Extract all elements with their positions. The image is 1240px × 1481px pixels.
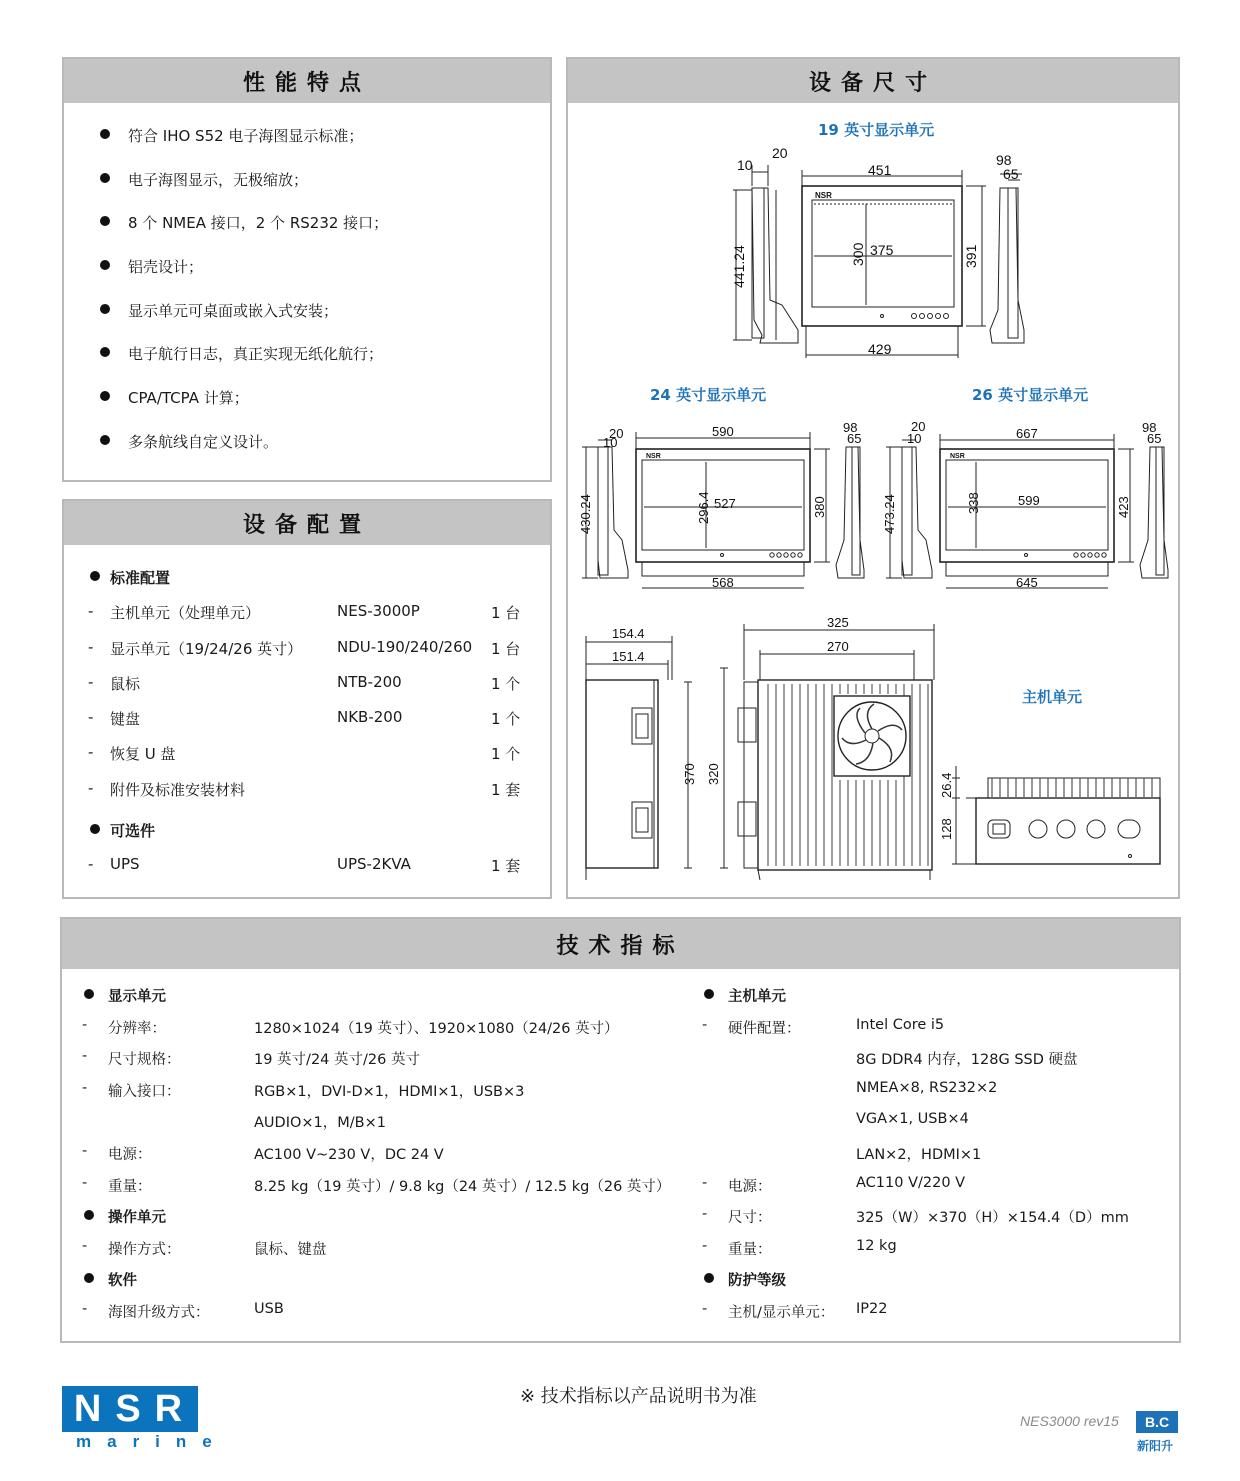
- spec-row: - 输入接口： RGB×1，DVI-D×1，HDMI×1，USB×3: [82, 1079, 525, 1100]
- dim-24-9: 380: [812, 496, 827, 518]
- logo-bottom: marine: [76, 1432, 228, 1451]
- specs-right-column: [702, 985, 1172, 1333]
- label-19in: 19 英寸显示单元: [818, 121, 935, 139]
- spec-row: - 主机/显示单元： IP22: [702, 1300, 888, 1321]
- dim-host-4: 270: [827, 639, 849, 654]
- specs-left-column: [82, 985, 682, 1333]
- features-title: 性能特点: [64, 59, 550, 103]
- spec-section: 主机单元: [702, 985, 1172, 1017]
- feature-item: 电子航行日志，真正实现无纸化航行；: [100, 343, 550, 387]
- feature-item: 电子海图显示，无极缩放；: [100, 169, 550, 213]
- company-name: 新阳升: [1137, 1439, 1174, 1453]
- spec-row: AUDIO×1，M/B×1: [254, 1115, 386, 1132]
- dim-host-1: 154.4: [612, 626, 645, 641]
- nsr-marine-logo: [62, 1386, 228, 1452]
- bullet-icon: [84, 1210, 94, 1220]
- dim-19-5: 65: [1003, 166, 1019, 182]
- dim-24-2: 10: [603, 435, 618, 450]
- dim-26-4: 98: [1142, 420, 1157, 435]
- label-24in: 24 英寸显示单元: [650, 386, 767, 404]
- specs-panel: [60, 917, 1181, 1343]
- feature-item: 铝壳设计；: [100, 256, 550, 300]
- spec-row: - 硬件配置： Intel Core i5: [702, 1016, 945, 1037]
- dim-26-8: 599: [1018, 493, 1040, 508]
- label-26in: 26 英寸显示单元: [972, 386, 1089, 404]
- bullet-icon: [84, 989, 94, 999]
- bc-badge: B.C: [1136, 1411, 1178, 1433]
- dim-host-5: 370: [682, 763, 697, 785]
- spec-row: - 操作方式： 鼠标、键盘: [82, 1237, 327, 1258]
- dim-19-1: 10: [737, 157, 753, 173]
- dim-26-6: 473.24: [882, 494, 897, 534]
- feature-item: 多条航线自定义设计。: [100, 431, 550, 475]
- dim-24-5: 65: [847, 431, 862, 446]
- footer-note: ※ 技术指标以产品说明书为准: [520, 1386, 757, 1407]
- dim-host-8: 128: [939, 818, 954, 840]
- dim-19-10: 429: [868, 341, 892, 357]
- spec-row: - 电源： AC110 V/220 V: [702, 1174, 966, 1195]
- dim-24-3: 590: [712, 424, 734, 439]
- dim-host-2: 151.4: [612, 649, 645, 664]
- logo-top: NSR: [62, 1386, 198, 1432]
- spec-section: 操作单元: [82, 1206, 682, 1238]
- drawing-host: [586, 624, 1160, 880]
- brand-24: NSR: [646, 453, 661, 460]
- dim-24-10: 568: [712, 575, 734, 590]
- spec-row: VGA×1, USB×4: [856, 1111, 969, 1128]
- config-row: - UPS UPS-2KVA 1 套: [88, 855, 521, 876]
- spec-row: - 分辨率： 1280×1024（19 英寸）、1920×1080（24/26 英寸）: [82, 1016, 619, 1037]
- feature-item: 显示单元可桌面或嵌入式安装；: [100, 300, 550, 344]
- dim-text-26in: [882, 419, 1161, 590]
- dim-26-10: 645: [1016, 575, 1038, 590]
- spec-row: NMEA×8, RS232×2: [856, 1079, 998, 1096]
- doc-id: NES3000 rev15: [1020, 1413, 1119, 1429]
- config-section-optional: 可选件: [88, 820, 526, 855]
- bullet-icon: [704, 989, 714, 999]
- dim-26-2: 10: [907, 431, 922, 446]
- config-title: 设备配置: [64, 501, 550, 545]
- spec-row: - 电源： AC100 V~230 V，DC 24 V: [82, 1142, 444, 1163]
- config-row: - 显示单元（19/24/26 英寸） NDU-190/240/260 1 台: [88, 637, 521, 658]
- spec-section: 防护等级: [702, 1269, 1172, 1301]
- spec-row: - 尺寸规格： 19 英寸/24 英寸/26 英寸: [82, 1048, 420, 1069]
- dim-24-8: 527: [714, 496, 736, 511]
- dim-host-6: 320: [706, 763, 721, 785]
- dim-19-4: 98: [996, 152, 1012, 168]
- dim-24-4: 98: [843, 420, 858, 435]
- dim-26-3: 667: [1016, 426, 1038, 441]
- dim-26-5: 65: [1147, 431, 1162, 446]
- feature-item: 8 个 NMEA 接口，2 个 RS232 接口；: [100, 212, 550, 256]
- dimensions-title: 设备尺寸: [568, 59, 1178, 103]
- label-host: 主机单元: [1022, 688, 1083, 706]
- config-section-standard: 标准配置: [88, 567, 526, 602]
- spec-row: - 尺寸： 325（W）×370（H）×154.4（D）mm: [702, 1206, 1129, 1227]
- dim-text-24in: [578, 420, 861, 590]
- config-row: - 键盘 NKB-200 1 个: [88, 708, 521, 729]
- spec-section: 显示单元: [82, 985, 682, 1017]
- spec-section: 软件: [82, 1269, 682, 1301]
- dim-24-7: 296.4: [696, 491, 711, 524]
- dim-19-6: 441.24: [731, 245, 747, 288]
- brand-19: NSR: [815, 191, 832, 200]
- dim-host-3: 325: [827, 615, 849, 630]
- drawing-19in: [733, 165, 1024, 358]
- spec-row: 8G DDR4 内存，128G SSD 硬盘: [856, 1052, 1078, 1069]
- dim-26-9: 423: [1116, 496, 1131, 518]
- dim-19-7: 300: [850, 242, 866, 266]
- config-row: - 附件及标准安装材料 1 套: [88, 778, 521, 799]
- dim-24-1: 20: [609, 426, 624, 441]
- config-row: - 主机单元（处理单元） NES-3000P 1 台: [88, 602, 521, 623]
- feature-item: 符合 IHO S52 电子海图显示标准；: [100, 125, 550, 169]
- spec-row: LAN×2，HDMI×1: [856, 1146, 982, 1163]
- dim-19-2: 20: [772, 145, 788, 161]
- config-row: - 恢复 U 盘 1 个: [88, 743, 521, 764]
- spec-row: - 海图升级方式： USB: [82, 1300, 284, 1321]
- config-row: - 鼠标 NTB-200 1 个: [88, 672, 521, 693]
- dim-19-3: 451: [868, 162, 892, 178]
- bullet-icon: [704, 1273, 714, 1283]
- dim-24-6: 430.24: [578, 494, 593, 534]
- bullet-icon: [84, 1273, 94, 1283]
- dim-19-9: 391: [963, 244, 979, 268]
- dim-26-1: 20: [911, 419, 926, 434]
- specs-title: 技术指标: [62, 919, 1179, 969]
- dim-26-7: 338: [966, 492, 981, 514]
- spec-row: - 重量： 8.25 kg（19 英寸）/ 9.8 kg（24 英寸）/ 12.5 kg（26 英寸）: [82, 1174, 671, 1195]
- dim-host-7: 26.4: [939, 772, 954, 798]
- brand-26: NSR: [950, 453, 965, 460]
- feature-item: CPA/TCPA 计算；: [100, 387, 550, 431]
- dim-19-8: 375: [870, 242, 894, 258]
- spec-row: - 重量： 12 kg: [702, 1237, 897, 1258]
